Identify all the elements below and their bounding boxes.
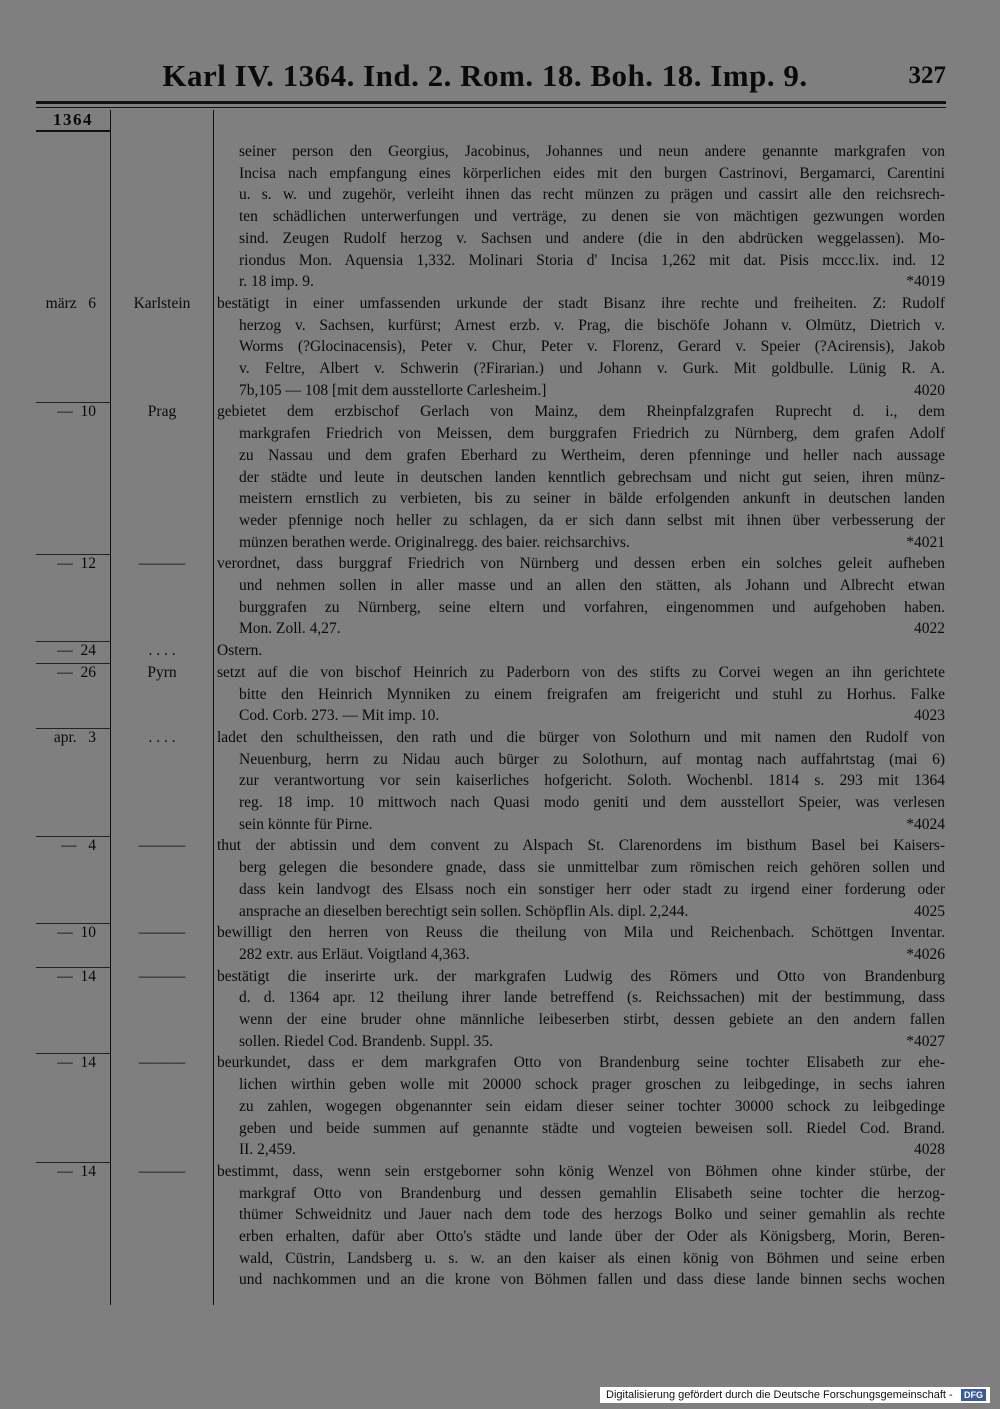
entry-line: herzog v. Sachsen, kurfürst; Arnest erzb. v. Prag, die bischöfe Johann v. Olmütz, Dietrich v.: [239, 316, 945, 334]
entry-place: ———: [138, 837, 186, 855]
entry-line: der städte und leute in deutschen landen kenntlich gebrechsam und nicht gut seien, ihren münz-: [239, 468, 945, 486]
entry-line: bewilligt den herren von Reuss die theilung von Mila und Reichenbach. Schöttgen Inventar.: [217, 924, 945, 942]
entry-last-text: II. 2,459.: [239, 1141, 296, 1159]
entry-last-line: [217, 618, 945, 640]
entry-text: [217, 662, 945, 727]
entry-date: apr. 3: [53, 728, 96, 746]
entry-last-text: Cod. Corb. 273. — Mit imp. 10.: [239, 707, 440, 725]
footer-text: Digitalisierung gefördert durch die Deutsche Forschungsgemeinschaft -: [606, 1389, 953, 1401]
entry-number: 4022: [914, 620, 945, 638]
entry-text: [217, 966, 945, 1053]
entry-line: verordnet, dass burggraf Friedrich von Nürnberg und dessen erben ein solches geleit aufheben: [217, 555, 945, 573]
entry-last-text: r. 18 imp. 9.: [239, 273, 314, 291]
footer-bar: [600, 1387, 990, 1403]
entry-date: — 24: [57, 642, 96, 660]
entry-last-text: Ostern.: [217, 642, 263, 660]
entry-place: . . . .: [148, 728, 176, 746]
entry-last-text: münzen berathen werde. Originalregg. des baier. reichsarchivs.: [239, 533, 630, 551]
entry-last-line: [217, 640, 945, 662]
entry-last-line: [217, 1139, 945, 1161]
year-label: 1364: [36, 110, 110, 132]
entry-place: ———: [138, 924, 186, 942]
entry-line: zu zahlen, wogegen obgenannter sein eidam dieser seiner tochter 30000 schock zu leibgedinge: [239, 1097, 945, 1115]
entry-date: — 14: [57, 1054, 96, 1072]
entry-last-text: sollen. Riedel Cod. Brandenb. Suppl. 35.: [239, 1032, 494, 1050]
entry-date: — 10: [57, 924, 96, 942]
entry-last-text: sein könnte für Pirne.: [239, 815, 373, 833]
entry-last-text: ansprache an dieselben berechtigt sein sollen. Schöpflin Als. dipl. 2,244.: [239, 902, 689, 920]
entry-line: riondus Mon. Aquensia 1,332. Molinari Storia d' Incisa 1,262 mit dat. Pisis mccc.lix. ind. 12: [239, 251, 945, 269]
entry-line: berg gelegen die besondere gnade, dass sie unmittelbar zum römischen reich gehören sollen und: [239, 859, 945, 877]
entry-last-line: [217, 271, 945, 293]
entry-date: — 12: [57, 555, 96, 573]
entry-text: [217, 640, 945, 662]
entry-line: wenn der eine bruder ohne männliche leibeserben stirbt, dessen gebiete an den andern fallen: [239, 1011, 945, 1028]
entry-line: bestimmt, dass, wenn sein erstgeborner sohn könig Wenzel von Böhmen ohne kinder stürbe, der: [217, 1162, 945, 1180]
entry-text: [217, 922, 945, 965]
entry-last-line: [217, 901, 945, 923]
page-title: Karl IV. 1364. Ind. 2. Rom. 18. Boh. 18. Imp. 9.: [162, 58, 808, 93]
entry-last-line: [217, 705, 945, 727]
entry-place: Karlstein: [133, 294, 191, 312]
entry-line: bestätigt in einer umfassenden urkunde der stadt Bisanz ihre rechte und freiheiten. Z: Rudolf: [217, 294, 945, 312]
entry-number: *4024: [906, 815, 945, 833]
entry-text: [217, 401, 945, 553]
entry-date: — 4: [61, 837, 96, 855]
entry-line: meistern ernstlich zu verbieten, bis zu seiner in bälde erfolgenden ankunft in deutschen landen: [239, 490, 945, 508]
entry-line: d. d. 1364 apr. 12 theilung ihrer lande betreffend (s. Reichssachen) mit der bestimmung, dass: [239, 989, 945, 1007]
entry-line: ladet den schultheissen, den rath und die bürger von Solothurn und mit namen den Rudolf von: [217, 728, 945, 746]
entry-line: dass kein landvogt des Elsass noch ein sonstiger herr oder stadt zu irgend einer forderung oder: [239, 880, 945, 898]
entry-line: ten schädlichen unterwerfungen und verträge, zu denen sie von mächtigen gezwungen worden: [239, 208, 945, 226]
entry-line: zu Nassau und dem grafen Eberhard zu Wertheim, deren pfenninge und heller nach aussage: [239, 446, 945, 464]
entry-date: märz 6: [45, 294, 96, 312]
entry-line: geben und beide summen auf genannte städte und vogteien beweisen soll. Riedel Cod. Brand.: [239, 1119, 945, 1137]
entry-place: ———: [138, 1054, 186, 1072]
entry-text: [217, 835, 945, 922]
entry-line: v. Feltre, Albert v. Schwerin (?Firarian.) und Johann v. Gurk. Mit goldbulle. Lünig R. A.: [239, 360, 945, 377]
entry-line: seiner person den Georgius, Jacobinus, Johannes und neun andere genannte markgrafen von: [239, 143, 945, 160]
entry-text: [217, 141, 945, 293]
entry-place: ———: [138, 967, 186, 985]
entry-line: u. s. w. und zugehör, verleiht ihnen das recht münzen zu prägen und cassirt alle den reichsrech-: [239, 186, 945, 204]
entry-line: erben erhalten, dafür aber Otto's städte und lande über der Oder als Königsberg, Morin, Beren-: [239, 1228, 945, 1245]
entry-number: *4019: [906, 273, 945, 291]
entry-last-line: [217, 944, 945, 966]
entry-line: markgraf Otto von Brandenburg und dessen gemahlin Elisabeth seine tochter die herzog-: [239, 1184, 945, 1202]
entry-line: lichen wirthin geben wolle mit 20000 schock prager groschen zu leibgedinge, in sechs iahren: [239, 1076, 945, 1094]
entry-last-line: [217, 380, 945, 402]
entry-line: gebietet dem erzbischof Gerlach von Mainz, dem Rheinpfalzgrafen Ruprecht d. i., dem: [217, 403, 945, 421]
header-rule: [36, 101, 946, 104]
entry-number: *4027: [906, 1032, 945, 1050]
entry-number: *4021: [906, 533, 945, 551]
entry-text: [217, 1052, 945, 1161]
entry-line: bitte den Heinrich Mynniken zu einem freigrafen am freigericht und stuhl zu Horhus. Falke: [239, 685, 945, 703]
entry-date: — 14: [57, 967, 96, 985]
header-rule-thin: [36, 107, 946, 108]
entry-number: 4020: [914, 381, 945, 399]
entry-date: — 14: [57, 1162, 96, 1180]
entry-line: burggrafen zu Nürnberg, seine eltern und vorfahren, eingenommen und aufgehoben haben.: [239, 598, 945, 616]
column-divider-right: [213, 110, 214, 1305]
dfg-logo: DFG: [961, 1389, 986, 1401]
entry-line: Worms (?Glocinacensis), Peter v. Chur, Peter v. Florenz, Gerard v. Speier (?Acirensis), Jakob: [239, 338, 945, 356]
entry-last-line: [217, 1031, 945, 1053]
entry-line: zur verantwortung vor sein kaiserliches hofgericht. Soloth. Wochenbl. 1814 s. 293 mit 1364: [239, 772, 945, 790]
entry-line: setzt auf die von bischof Heinrich zu Paderborn von des stifts zu Corvei wegen an ihn gerichtete: [217, 663, 945, 681]
entry-text: [217, 553, 945, 640]
entry-last-text: 282 extr. aus Erläut. Voigtland 4,363.: [239, 945, 470, 963]
entry-last-text: Mon. Zoll. 4,27.: [239, 620, 341, 638]
entry-line: beurkundet, dass er dem markgrafen Otto von Brandenburg seine tochter Elisabeth zur ehe-: [217, 1054, 945, 1072]
entry-last-text: 7b,105 — 108 [mit dem ausstellorte Carlesheim.]: [239, 381, 547, 399]
column-divider-left: [110, 110, 111, 1305]
entry-last-line: [217, 532, 945, 554]
entry-number: 4023: [914, 707, 945, 725]
entry-place: Prag: [147, 403, 177, 421]
entry-line: Incisa nach empfangung eines körperlichen eides mit den burgen Castrinovi, Bergamarci, Carentini: [239, 164, 945, 182]
entry-place: ———: [138, 555, 186, 573]
entry-line: markgrafen Friedrich von Meissen, dem burggrafen Friedrich zu Nürnberg, dem grafen Adolf: [239, 425, 945, 443]
entry-date: — 26: [57, 663, 96, 681]
entry-line: thut der abtissin und dem convent zu Alspach St. Clarenordens im bisthum Basel bei Kaisers-: [217, 837, 945, 855]
entry-place: ———: [138, 1162, 186, 1180]
entry-place: . . . .: [148, 642, 176, 660]
entry-line: thümer Schweidnitz und Jauer nach dem tode des herzogs Bolko und seiner gemahlin als rechte: [239, 1206, 945, 1224]
entry-line: wald, Cüstrin, Landsberg u. s. w. an den kaiser als einen könig von Böhmen und seine erben: [239, 1249, 945, 1267]
entry-text: [217, 727, 945, 836]
entry-place: Pyrn: [147, 663, 177, 681]
entry-line: Neuenburg, herrn zu Nidau auch bürger zu Solothurn, auf montag nach auffahrtstag (mai 6): [239, 750, 945, 768]
entry-number: *4026: [906, 945, 945, 963]
entry-number: 4025: [914, 902, 945, 920]
entry-line: weder pfennige noch heller zu schlagen, da er sich dann selbst mit ihnen über verbesserung der: [239, 511, 945, 529]
entry-line: und nachkommen und an die krone von Böhmen fallen und dass diese lande binnen sechs wochen: [239, 1271, 945, 1289]
entry-last-line: [217, 814, 945, 836]
entry-date: — 10: [57, 403, 96, 421]
entry-text: [217, 293, 945, 402]
entry-number: 4028: [914, 1141, 945, 1159]
page-number: 327: [908, 62, 946, 89]
entry-text: [217, 1161, 945, 1291]
entry-line: und nehmen sollen in aller masse und an allen den stätten, als Johann und Albrecht etwan: [239, 577, 945, 594]
entry-line: reg. 18 imp. 10 mittwoch nach Quasi modo geniti und dem ausstellort Speier, was verlesen: [239, 794, 945, 811]
entry-line: bestätigt die inserirte urk. der markgrafen Ludwig des Römers und Otto von Brandenburg: [217, 967, 945, 985]
entry-line: sind. Zeugen Rudolf herzog v. Sachsen und andere (die in den abdrücken weggelassen). Mo-: [239, 229, 945, 247]
